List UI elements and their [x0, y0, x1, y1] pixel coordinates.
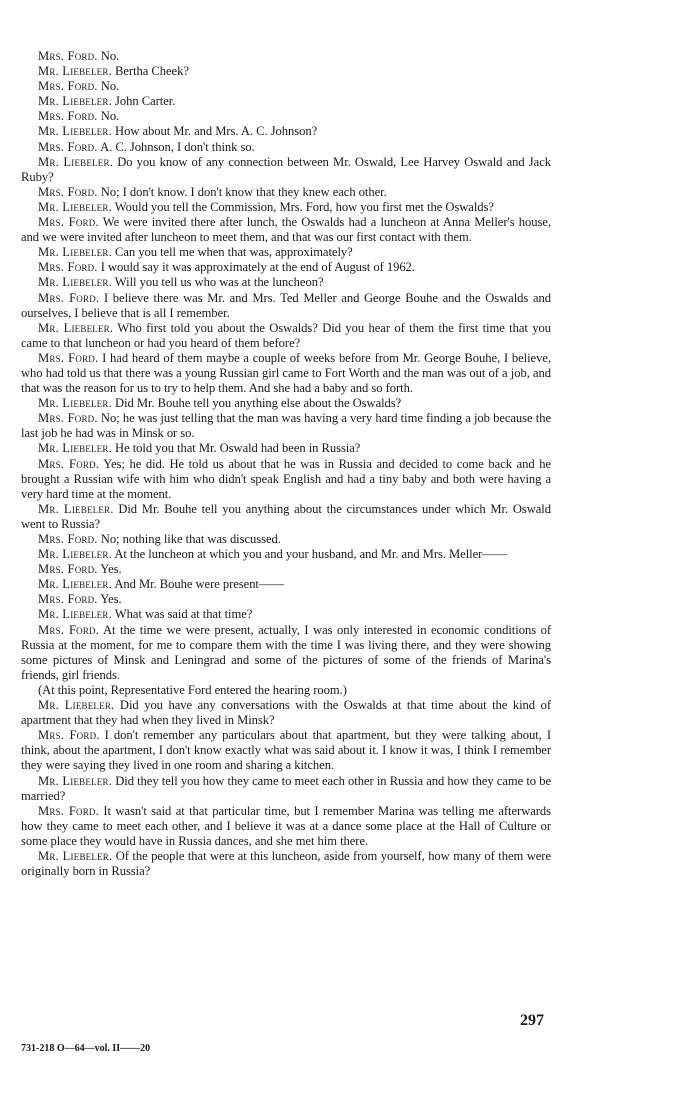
speaker-label: Mr. Liebeler.: [38, 577, 112, 592]
speech-text: Did you have any conversations with the Oswalds at that time about the kind of apartment that they had when they lived in Minsk?: [21, 698, 551, 728]
speech-text: I don't remember any particulars about that apartment, but they were talking about, I think, about the apartment, I don't know exactly what was said about it. I know it was, I think I remember they were saying they lived in one room and sharing a kitchen.: [21, 728, 551, 773]
speech-text: We were invited there after lunch, the Oswalds had a luncheon at Anna Meller's house, and we were invited after luncheon to meet them, and that was our first contact with them.: [21, 215, 551, 245]
transcript-paragraph: [21, 291, 551, 321]
transcript-paragraph: [21, 411, 551, 441]
speech-text: At the luncheon at which you and your husband, and Mr. and Mrs. Meller——: [111, 547, 508, 562]
speech-text: Do you know of any connection between Mr. Oswald, Lee Harvey Oswald and Jack Ruby?: [21, 154, 551, 184]
transcript-paragraph: [21, 185, 551, 200]
transcript-paragraph: [21, 562, 551, 577]
transcript-paragraph: [21, 64, 551, 79]
speech-text: Yes.: [97, 562, 122, 577]
speaker-label: Mrs. Ford.: [38, 139, 98, 154]
speaker-label: Mrs. Ford.: [38, 290, 100, 305]
transcript-paragraph: [21, 683, 551, 698]
speech-text: How about Mr. and Mrs. A. C. Johnson?: [111, 124, 318, 139]
speech-text: I would say it was approximately at the end of August of 1962.: [97, 260, 415, 275]
speaker-label: Mrs. Ford.: [38, 260, 98, 275]
transcript-paragraph: [21, 532, 551, 547]
transcript-paragraph: [21, 260, 551, 275]
speaker-label: Mr. Liebeler.: [38, 773, 113, 788]
transcript-paragraph: [21, 441, 551, 456]
speaker-label: Mr. Liebeler.: [38, 94, 112, 109]
speaker-label: Mr. Liebeler.: [38, 607, 112, 622]
transcript-paragraph: [21, 623, 551, 683]
transcript-paragraph: [21, 200, 551, 215]
transcript-paragraph: [21, 577, 551, 592]
transcript-paragraph: [21, 49, 551, 64]
transcript-paragraph: [21, 396, 551, 411]
speaker-label: Mr. Liebeler.: [38, 501, 114, 516]
speech-text: It wasn't said at that particular time, but I remember Marina was telling me afterwards how they came to meet each other, and I believe it was at a dance some place at the Hall of Culture or some place they would have in Russia dances, and she met him there.: [21, 803, 551, 848]
speaker-label: Mr. Liebeler.: [38, 154, 114, 169]
speaker-label: Mr. Liebeler.: [38, 547, 112, 562]
speech-text: Yes; he did. He told us about that he was in Russia and decided to come back and he brought a Russian wife with him who didn't speak English and had a tiny baby and both were having a very hard time at the moment.: [21, 456, 551, 501]
transcript-paragraph: [21, 457, 551, 502]
speech-text: No; he was just telling that the man was having a very hard time finding a job because the last job he had was in Minsk or so.: [21, 411, 551, 441]
speaker-label: Mr. Liebeler.: [38, 396, 112, 411]
transcript-paragraph: [21, 849, 551, 879]
transcript-paragraph: [21, 245, 551, 260]
transcript-paragraph: [21, 275, 551, 290]
speaker-label: Mrs. Ford.: [38, 184, 98, 199]
speech-text: He told you that Mr. Oswald had been in Russia?: [111, 441, 361, 456]
transcript-paragraph: [21, 140, 551, 155]
speech-text: What was said at that time?: [111, 607, 253, 622]
transcript-paragraph: [21, 804, 551, 849]
speaker-label: Mrs. Ford.: [38, 728, 100, 743]
speech-text: A. C. Johnson, I don't think so.: [97, 139, 255, 154]
speech-text: I had heard of them maybe a couple of weeks before from Mr. George Bouhe, I believe, who had told us that there was a young Russian girl came to Fort Worth and the man was out of a job, and that was the reason for us to try to help them. And she had a baby and so forth.: [21, 350, 551, 396]
speaker-label: Mr. Liebeler.: [38, 275, 112, 290]
transcript-paragraph: [21, 728, 551, 773]
page-number: 297: [520, 1012, 544, 1029]
speaker-label: Mrs. Ford.: [38, 215, 99, 230]
speaker-label: Mrs. Ford.: [38, 49, 98, 63]
speech-text: I believe there was Mr. and Mrs. Ted Meller and George Bouhe and the Oswalds and ourselves, I believe that is all I remember.: [21, 290, 551, 320]
transcript-paragraph: [21, 592, 551, 607]
speaker-label: Mrs. Ford.: [38, 350, 99, 365]
transcript-paragraph: [21, 109, 551, 124]
transcript-paragraph: [21, 774, 551, 804]
speaker-label: Mrs. Ford.: [38, 109, 98, 124]
speaker-label: Mrs. Ford.: [38, 592, 98, 607]
speech-text: Yes.: [97, 592, 122, 607]
speaker-label: Mr. Liebeler.: [38, 441, 112, 456]
transcript-paragraph: [21, 155, 551, 185]
speaker-label: Mr. Liebeler.: [38, 245, 112, 260]
speaker-label: Mr. Liebeler.: [38, 848, 113, 863]
speech-text: No.: [97, 109, 120, 124]
footer-print-code: 731-218 O—64—vol. II——20: [21, 1043, 151, 1054]
speaker-label: Mrs. Ford.: [38, 79, 98, 94]
speaker-label: Mrs. Ford.: [38, 803, 99, 818]
speech-text: Bertha Cheek?: [111, 64, 189, 79]
transcript-paragraph: [21, 94, 551, 109]
speaker-label: Mr. Liebeler.: [38, 320, 114, 335]
speech-text: Will you tell us who was at the luncheon?: [111, 275, 324, 290]
transcript-paragraph: [21, 351, 551, 396]
speaker-label: Mrs. Ford.: [38, 411, 98, 426]
speech-text: Did Mr. Bouhe tell you anything about the circumstances under which Mr. Oswald went to Russia?: [21, 501, 551, 531]
speaker-label: Mr. Liebeler.: [38, 124, 112, 139]
speech-text: (At this point, Representative Ford entered the hearing room.): [38, 682, 347, 697]
speaker-label: Mr. Liebeler.: [38, 64, 112, 79]
speech-text: No; I don't know. I don't know that they knew each other.: [97, 184, 387, 199]
transcript-paragraph: [21, 502, 551, 532]
speaker-label: Mr. Liebeler.: [38, 698, 115, 713]
transcript-paragraph: [21, 124, 551, 139]
speaker-label: Mrs. Ford.: [38, 456, 100, 471]
transcript-paragraph: [21, 698, 551, 728]
speech-text: No.: [97, 79, 120, 94]
speaker-label: Mrs. Ford.: [38, 562, 98, 577]
speech-text: Did Mr. Bouhe tell you anything else about the Oswalds?: [111, 396, 402, 411]
transcript-paragraph: [21, 215, 551, 245]
transcript-paragraph: [21, 547, 551, 562]
transcript-paragraph: [21, 79, 551, 94]
speech-text: Did they tell you how they came to meet each other in Russia and how they came to be married?: [21, 773, 551, 803]
speaker-label: Mrs. Ford.: [38, 622, 100, 637]
speech-text: And Mr. Bouhe were present——: [111, 577, 284, 592]
speech-text: Who first told you about the Oswalds? Did you hear of them the first time that you came to that luncheon or had you heard of them before?: [21, 320, 551, 350]
speech-text: No.: [97, 49, 120, 63]
speech-text: Of the people that were at this luncheon, aside from yourself, how many of them were originally born in Russia?: [21, 848, 551, 879]
speaker-label: Mrs. Ford.: [38, 532, 98, 546]
speech-text: John Carter.: [111, 94, 176, 109]
speech-text: No; nothing like that was discussed.: [97, 532, 281, 546]
transcript-body: [21, 49, 551, 879]
speaker-label: Mr. Liebeler.: [38, 199, 112, 214]
transcript-paragraph: [21, 321, 551, 351]
transcript-paragraph: [21, 607, 551, 622]
speech-text: Would you tell the Commission, Mrs. Ford, how you first met the Oswalds?: [111, 199, 494, 214]
speech-text: Can you tell me when that was, approximately?: [111, 245, 353, 260]
speech-text: At the time we were present, actually, I was only interested in economic conditions of Russia at the moment, for me to compare them with the time I was living there, and they were showing some pictures of Minsk and Leningrad and some of the pictures of some of the friends of Marina's friends, girl friends.: [21, 622, 551, 682]
